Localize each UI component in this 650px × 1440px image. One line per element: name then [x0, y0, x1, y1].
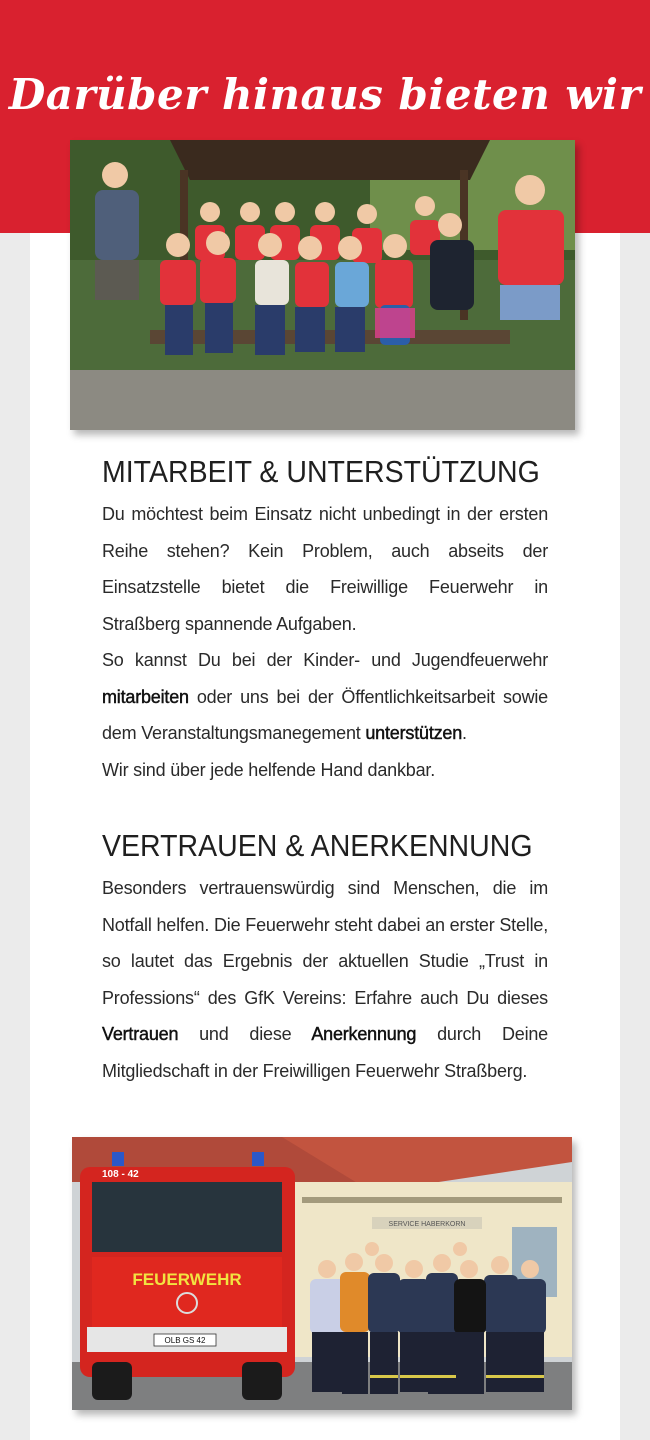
text-run: oder uns bei der Öffentlichkeitsarbeit sowie dem Veranstaltungsmanegement — [102, 686, 548, 743]
emphasis-anerkennung: Anerkennung — [311, 1024, 417, 1044]
group-photo — [70, 140, 575, 430]
text-run: und diese — [178, 1024, 312, 1044]
text-run: . — [462, 723, 467, 743]
section-heading-mitarbeit: MITARBEIT & UNTERSTÜTZUNG — [102, 454, 540, 489]
paragraph-1: Du möchtest beim Einsatz nicht unbedingt in der ersten Reihe stehen? Kein Problem, auch abseits der Einsatzstelle bietet die Freiwillige Feuerwehr in Straßberg spannende Aufgaben. — [102, 504, 548, 634]
fire-truck-image — [72, 1137, 572, 1410]
emphasis-mitarbeiten: mitarbeiten — [102, 686, 189, 707]
building-sign-text: SERVICE HABERKORN — [388, 1221, 466, 1228]
paragraph-3: Wir sind über jede helfende Hand dankbar. — [102, 759, 436, 780]
text-run: Besonders vertrauenswürdig sind Menschen, die im Notfall helfen. Die Feuerwehr steht dabei an erster Stelle, so lautet das Ergebnis der aktuellen Studie „Trust in Professions“ des GfK Vereins: Erfahre auch Du dieses — [102, 878, 548, 1008]
paragraph-2 — [102, 642, 548, 752]
text-run: So kannst Du bei der Kinder- und Jugendfeuerwehr — [102, 650, 548, 670]
truck-label: FEUERWEHR — [132, 1270, 242, 1289]
section-heading-vertrauen: VERTRAUEN & ANERKENNUNG — [102, 828, 533, 863]
page-title: Darüber hinaus bieten wir — [8, 70, 642, 119]
emphasis-vertrauen: Vertrauen — [102, 1024, 179, 1044]
truck-number: 108 - 42 — [102, 1169, 139, 1180]
group-photo-image — [70, 140, 575, 430]
section-vertrauen — [102, 826, 548, 1089]
section-body-mitarbeit — [102, 496, 548, 788]
paragraph-vertrauen — [102, 870, 548, 1089]
text-run: durch Deine Mitgliedschaft in der Freiwilligen Feuerwehr Straßberg. — [102, 1024, 548, 1081]
fire-truck-photo — [72, 1137, 572, 1410]
section-body-vertrauen — [102, 870, 548, 1089]
section-mitarbeit — [102, 452, 548, 788]
emphasis-unterstuetzen: unterstützen — [365, 723, 463, 743]
truck-plate: OLB GS 42 — [164, 1336, 206, 1345]
